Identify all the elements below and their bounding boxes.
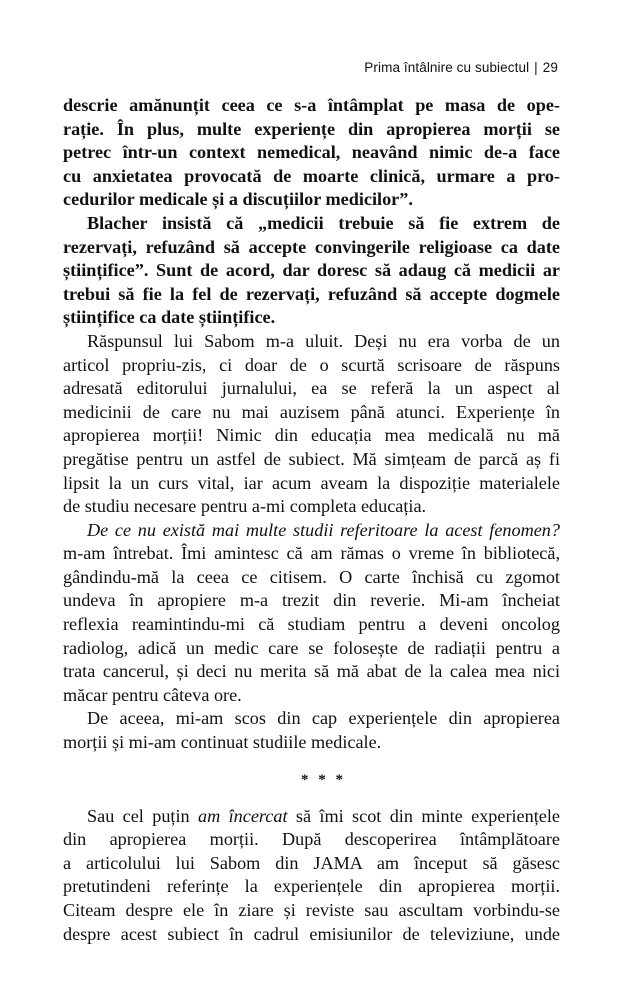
text-line: trebui să fie la fel de rezervați, refuzând să accepte dogmele [63, 283, 560, 304]
text-line: a articolului lui Sabom din JAMA am început să găsesc [63, 852, 560, 873]
text-line: Blacher insistă că „medicii trebuie să fie extrem de [87, 212, 560, 233]
paragraph-sabom-response [63, 330, 560, 519]
text-line: gândindu-mă la ceea ce citisem. O carte închisă cu zgomot [63, 566, 560, 587]
text-line-mixed [63, 805, 560, 829]
text-line: din apropierea morții. După descoperirea întâmplătoare [63, 829, 560, 850]
text-line: rezervați, refuzând să accepte convingerile religioase ca date [63, 236, 560, 257]
text-line: Răspunsul lui Sabom m-a uluit. Deși nu era vorba de un [87, 330, 560, 351]
header-separator: | [534, 60, 538, 75]
paragraph-question [63, 519, 560, 708]
text-line: cu anxietatea provocată de moarte clinică, urmare a pro- [63, 165, 560, 186]
text-fragment: Sau cel puțin [87, 805, 198, 826]
text-line: undeva în apropiere m-a trezit din reverie. Mi-am încheiat [63, 590, 560, 611]
paragraph-after-break [63, 805, 560, 947]
text-line: De aceea, mi-am scos din cap experiențele din apropierea [87, 708, 560, 729]
text-line: m-am întrebat. Îmi amintesc că am rămas o vreme în bibliotecă, [63, 543, 560, 564]
section-break: * * * [301, 771, 346, 788]
text-line: pretutindeni referințe la experiențele din apropierea morții. [63, 876, 560, 897]
text-line: cedurilor medicale și a discuțiilor medicilor”. [63, 189, 413, 210]
text-line: lipsit la un curs vital, iar acum aveam la dispoziție materialele [63, 472, 560, 493]
text-line: radiolog, adică un medic care se folosește de radiații pentru a [63, 637, 560, 658]
text-line: rație. În plus, multe experiențe din apropierea morții se [63, 118, 560, 139]
text-line: trata cancerul, și deci nu merita să mă abat de la calea mea nici [63, 661, 560, 682]
page-number: 29 [542, 60, 558, 75]
chapter-title: Prima întâlnire cu subiectul [364, 60, 530, 75]
text-line: adresată editorului jurnalului, ea se referă la un aspect al [63, 378, 560, 399]
paragraph-bold-continuation [63, 94, 560, 212]
text-line: reflexia reamintindu-mi că studiam pentru a deveni oncolog [63, 614, 560, 635]
paragraph-bold-blacher [63, 212, 560, 330]
text-line: măcar pentru câteva ore. [63, 684, 242, 705]
text-line: de studiu necesare pentru a-mi completa educația. [63, 496, 427, 517]
text-line: descrie amănunțit ceea ce s-a întâmplat pe masa de ope- [63, 95, 560, 115]
text-line: morții și mi-am continuat studiile medicale. [63, 732, 382, 753]
text-line: apropierea morții! Nimic din educația mea medicală nu mă [63, 425, 560, 446]
text-line: articol propriu-zis, ci doar de o scurtă scrisoare de răspuns [63, 354, 560, 375]
text-line: pregătise pentru un astfel de subiect. Mă simțeam de parcă aș fi [63, 448, 560, 469]
text-line: Citeam despre ele în ziare și reviste sau ascultam vorbindu-se [63, 900, 560, 920]
running-header [364, 60, 558, 75]
text-line: petrec într-un context nemedical, neavând nimic de-a face [63, 142, 560, 163]
italic-question-line: De ce nu există mai multe studii referitoare la acest fenomen? [87, 519, 560, 540]
paragraph-conclusion [63, 707, 560, 754]
text-line: despre acest subiect în cadrul emisiunilor de televiziune, unde [63, 923, 560, 944]
italic-fragment: am încercat [198, 805, 288, 826]
text-fragment: să îmi scot din minte experiențele [287, 805, 560, 826]
text-line: științifice ca date științifice. [63, 307, 276, 328]
text-line: medicinii de care nu mai auzisem până atunci. Experiențe în [63, 401, 560, 422]
body-text [63, 94, 560, 946]
text-line: științifice”. Sunt de acord, dar doresc să adaug că medicii ar [63, 260, 560, 281]
